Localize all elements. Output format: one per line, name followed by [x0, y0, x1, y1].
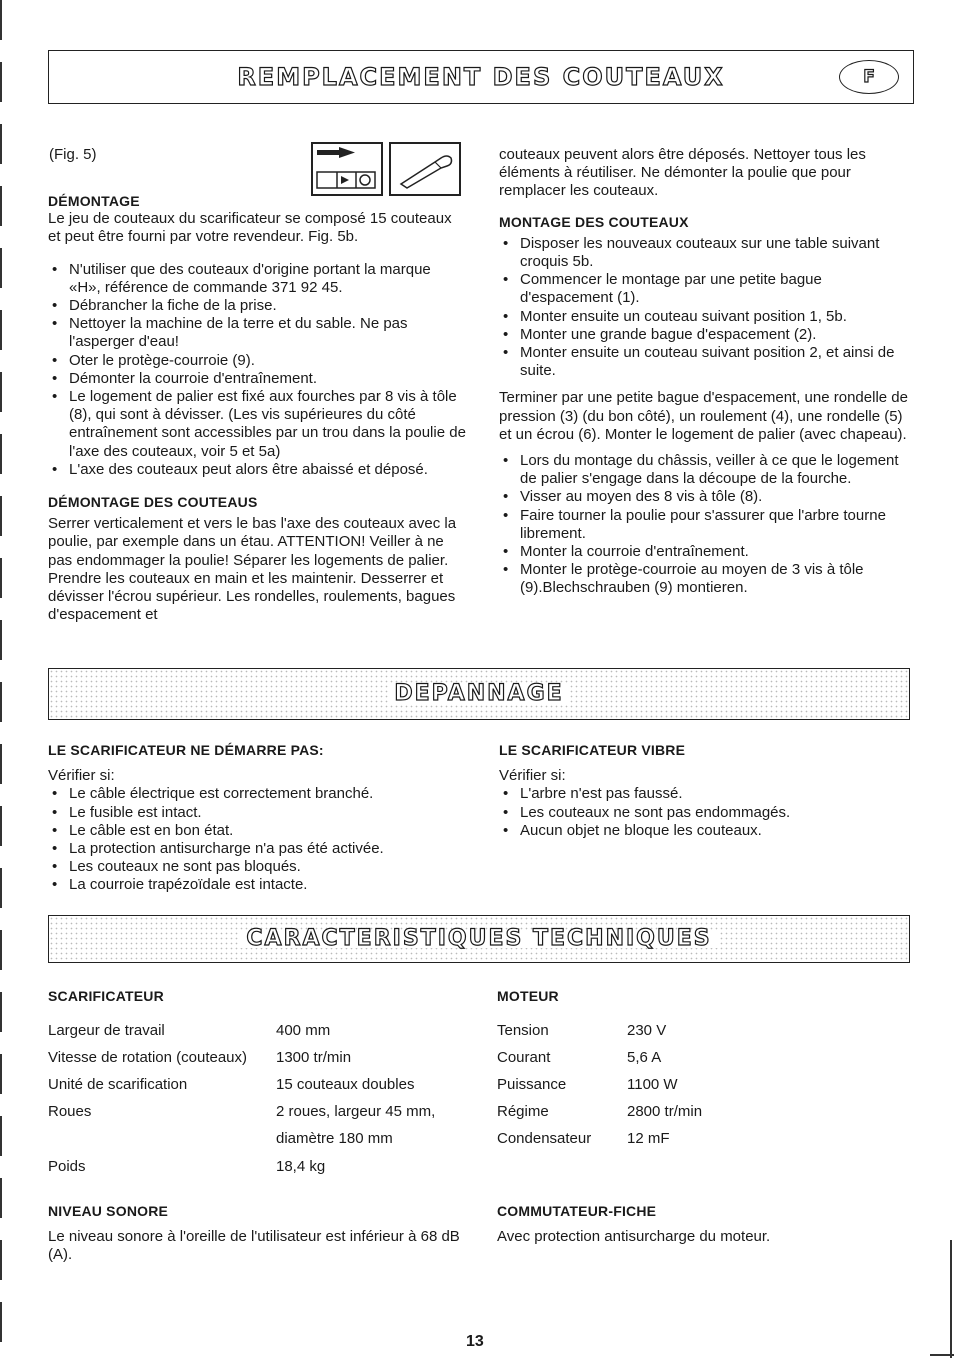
spec-label: Tension: [497, 1021, 549, 1039]
moteur-specs: [497, 987, 915, 1153]
header-band: [48, 50, 914, 104]
list-item: • Monter ensuite un couteau suivant position 2, et ainsi de suite.: [499, 344, 915, 380]
spec-value: 18,4 kg: [276, 1157, 326, 1175]
section-title-depannage: DEPANNAGE: [388, 685, 569, 703]
demontage-heading: DÉMONTAGE: [48, 193, 140, 209]
spec-label: Unité de scarification: [48, 1076, 188, 1094]
depannage-right: [499, 741, 915, 840]
list-item: • Oter le protège-courroie (9).: [48, 352, 466, 370]
list-item: • Le câble électrique est correctement branché.: [48, 785, 468, 803]
demontage-list: [48, 261, 466, 479]
procedure-icon-box: [311, 142, 383, 196]
spec-label: Régime: [497, 1103, 549, 1121]
list-item: • Le logement de palier est fixé aux fourches par 8 vis à tôle (8), qui sont à dévisser. (Les vis supérieures du côté entraînement sont accessibles par un trou dans la poulie de l'axe des couteaux, voir 5 et 5a): [48, 388, 466, 461]
list-item: • Commencer le montage par une petite bague d'espacement (1).: [499, 271, 915, 307]
list-item: • Démonter la courroie d'entraînement.: [48, 370, 466, 388]
spec-label: Roues: [48, 1103, 92, 1121]
list-item: • Visser au moyen des 8 vis à tôle (8).: [499, 488, 915, 506]
spec-value: 230 V: [627, 1021, 667, 1039]
spec-row: [48, 1017, 478, 1044]
spec-label: Vitesse de rotation (couteaux): [48, 1048, 248, 1066]
list-item: • Le câble est en bon état.: [48, 822, 468, 840]
moteur-heading: MOTEUR: [497, 988, 559, 1004]
spec-row: [48, 1099, 478, 1126]
spec-row: [48, 1126, 478, 1153]
spec-row: [497, 1044, 915, 1071]
spec-label: Courant: [497, 1048, 551, 1066]
verifier-intro: Vérifier si:: [499, 767, 566, 785]
page-number: 13: [466, 1333, 484, 1350]
list-item: • Les couteaux ne sont pas bloqués.: [48, 858, 468, 876]
spec-label: Condensateur: [497, 1130, 592, 1148]
binding-edge: [0, 0, 2, 1358]
montage-heading: MONTAGE DES COUTEAUX: [499, 213, 689, 230]
list-item: • La courroie trapézoïdale est intacte.: [48, 876, 468, 894]
spec-row: [497, 1126, 915, 1153]
section-title-specs: CARACTERISTIQUES TECHNIQUES: [240, 930, 717, 948]
scarificateur-specs: [48, 987, 478, 1180]
section-title-remplacement: REMPLACEMENT DES COUTEAUX: [237, 62, 725, 91]
scarificateur-heading: SCARIFICATEUR: [48, 988, 164, 1004]
vibre-list: [499, 785, 915, 840]
depannage-left: [48, 741, 468, 895]
spec-value: 1300 tr/min: [276, 1048, 352, 1066]
spec-value: 2800 tr/min: [627, 1103, 703, 1121]
list-item: • N'utiliser que des couteaux d'origine portant la marque «H», référence de commande 371 92 45.: [48, 261, 466, 297]
spec-value: 400 mm: [276, 1021, 331, 1039]
spec-value: diamètre 180 mm: [276, 1130, 393, 1148]
commutateur-heading: COMMUTATEUR-FICHE: [497, 1203, 657, 1219]
vibre-heading: LE SCARIFICATEUR VIBRE: [499, 742, 686, 758]
ne-demarre-list: [48, 785, 468, 894]
spec-value: 5,6 A: [627, 1048, 662, 1066]
commutateur-fiche: [497, 1202, 915, 1246]
list-item: • Monter une grande bague d'espacement (2).: [499, 326, 915, 344]
spec-label: Puissance: [497, 1076, 567, 1094]
list-item: • Lors du montage du châssis, veiller à ce que le logement de palier s'engage dans la découpe de la fourche.: [499, 452, 915, 488]
list-item: • Disposer les nouveaux couteaux sur une table suivant croquis 5b.: [499, 235, 915, 271]
verifier-intro: Vérifier si:: [48, 767, 115, 785]
list-item: • Monter ensuite un couteau suivant position 1, 5b.: [499, 308, 915, 326]
terminer-text: Terminer par une petite bague d'espacement, une rondelle de pression (3) (du bon côté), un roulement (4), une rondelle (5) et un écrou (6). Monter le logement de palier (avec chapeau).: [499, 389, 908, 443]
list-item: • L'axe des couteaux peut alors être abaissé et déposé.: [48, 461, 466, 479]
spanner-icon: [391, 144, 459, 194]
montage-list: [499, 235, 915, 381]
right-column: [499, 146, 915, 598]
list-item: • Monter la courroie d'entraînement.: [499, 543, 915, 561]
language-badge: F: [839, 60, 899, 94]
list-item: • Débrancher la fiche de la prise.: [48, 297, 466, 315]
spec-row: [497, 1017, 915, 1044]
list-item: • Faire tourner la poulie pour s'assurer que l'arbre tourne librement.: [499, 507, 915, 543]
list-item: • Les couteaux ne sont pas endommagés.: [499, 804, 915, 822]
final-list: [499, 452, 915, 598]
wrench-arrow-icon: [313, 144, 381, 194]
commutateur-text: Avec protection antisurcharge du moteur.: [497, 1228, 771, 1246]
spec-row: [48, 1153, 478, 1180]
continued-text: couteaux peuvent alors être déposés. Nettoyer tous les éléments à réutiliser. Ne démonter la poulie que pour remplacer les couteaux.: [499, 146, 866, 200]
corner-line: [950, 1240, 952, 1358]
list-item: • Nettoyer la machine de la terre et du sable. Ne pas l'asperger d'eau!: [48, 315, 466, 351]
tool-icon-box: [389, 142, 461, 196]
spec-value: 15 couteaux doubles: [276, 1076, 415, 1094]
spec-row: [497, 1099, 915, 1126]
demontage-intro: Le jeu de couteaux du scarificateur se composé 15 couteaux et peut être fourni par votre revendeur. Fig. 5b.: [48, 210, 452, 246]
demontage-couteaux-text: Serrer verticalement et vers le bas l'axe des couteaux avec la poulie, par exemple dans un étau. ATTENTION! Veiller à ne pas endommager la poulie! Séparer les logements de palier. Prendre les couteaux en main et les maintenir. Desserrer et dévisser l'écrou supérieur. Les rondelles, roulements, bagues d'espacement et: [48, 515, 457, 624]
spec-value: 2 roues, largeur 45 mm,: [276, 1103, 436, 1121]
list-item: • Aucun objet ne bloque les couteaux.: [499, 822, 915, 840]
corner-line: [930, 1354, 954, 1356]
niveau-sonore: [48, 1202, 468, 1265]
spec-label: Poids: [48, 1157, 86, 1175]
list-item: • Monter le protège-courroie au moyen de 3 vis à tôle (9).Blechschrauben (9) montieren.: [499, 561, 915, 597]
niveau-text: Le niveau sonore à l'oreille de l'utilisateur est inférieur à 68 dB (A).: [48, 1228, 460, 1264]
spec-value: 12 mF: [627, 1130, 670, 1148]
spec-value: 1100 W: [627, 1076, 678, 1094]
niveau-heading: NIVEAU SONORE: [48, 1203, 169, 1219]
figure-reference: (Fig. 5): [49, 146, 97, 163]
demontage-couteaux-heading: DÉMONTAGE DES COUTEAUS: [48, 494, 258, 511]
left-column: [48, 192, 466, 624]
ne-demarre-pas-heading: LE SCARIFICATEUR NE DÉMARRE PAS:: [48, 742, 324, 758]
spec-label: Largeur de travail: [48, 1021, 165, 1039]
specs-band: [48, 915, 910, 963]
list-item: • Le fusible est intact.: [48, 804, 468, 822]
spec-row: [48, 1044, 478, 1071]
spec-row: [48, 1072, 478, 1099]
depannage-band: [48, 668, 910, 720]
list-item: • L'arbre n'est pas faussé.: [499, 785, 915, 803]
list-item: • La protection antisurcharge n'a pas été activée.: [48, 840, 468, 858]
spec-row: [497, 1072, 915, 1099]
